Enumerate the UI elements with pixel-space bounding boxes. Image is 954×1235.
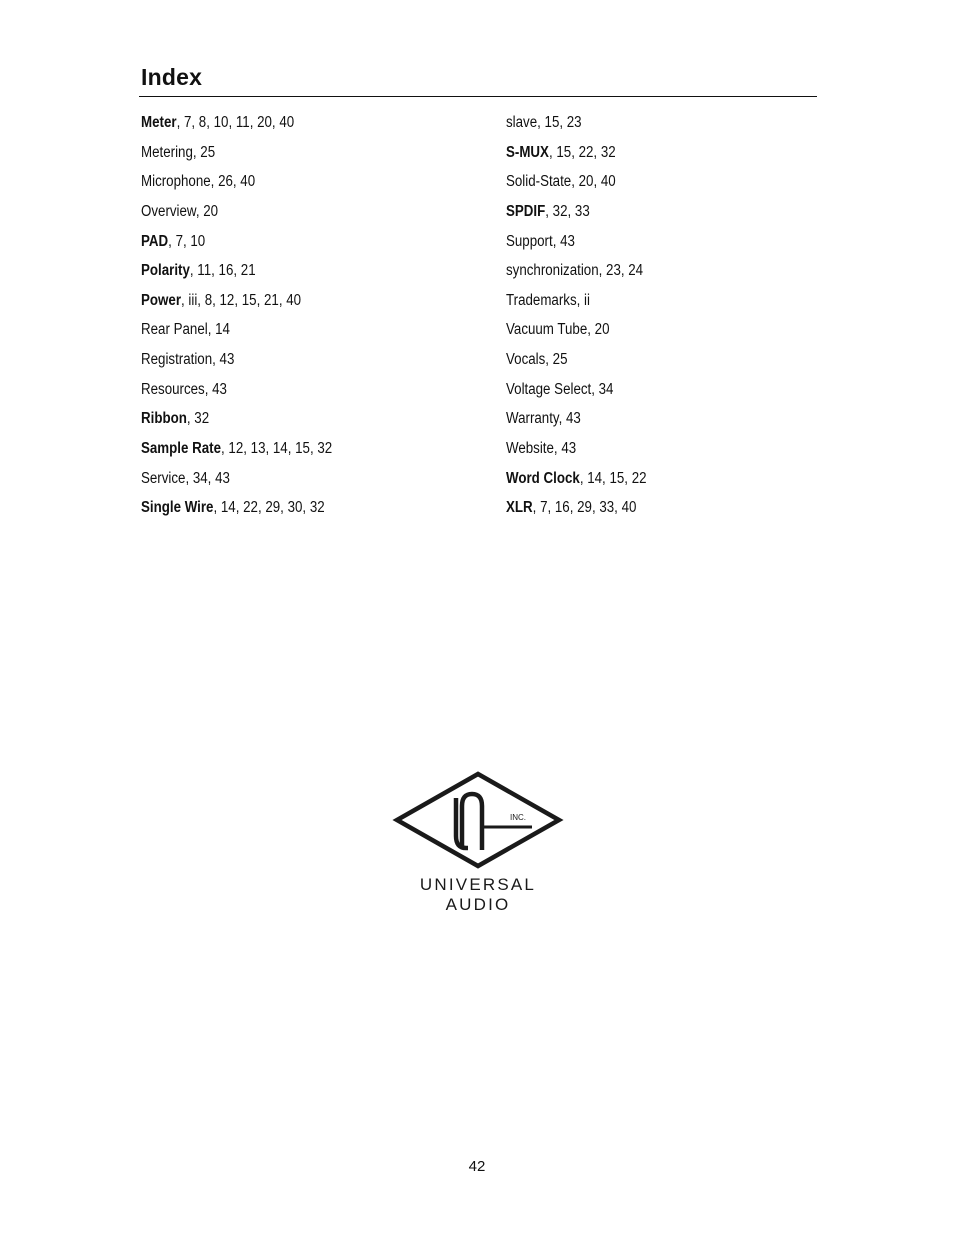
index-entry: [506, 140, 781, 170]
index-pages: , 34: [591, 380, 614, 398]
index-entry: [506, 317, 781, 347]
index-term: slave: [506, 114, 538, 131]
index-pages: , 43: [553, 440, 577, 458]
index-term: Microphone: [141, 173, 211, 191]
index-entry: [141, 317, 433, 347]
index-term: Metering: [141, 143, 193, 161]
title-rule: [139, 96, 817, 97]
index-pages: , 14: [207, 321, 230, 339]
index-term: Meter: [141, 114, 177, 131]
index-pages: , ii: [576, 291, 590, 309]
page-title: Index: [141, 64, 203, 90]
index-pages: , 7, 10: [168, 232, 206, 250]
index-entry: [506, 199, 781, 229]
index-pages: , 20: [195, 202, 219, 220]
index-term: Vacuum Tube: [506, 321, 588, 339]
index-pages: , 20: [587, 321, 610, 339]
index-term: synchronization: [506, 262, 599, 280]
index-pages: , 15, 22, 32: [548, 143, 616, 161]
index-term: Power: [141, 291, 182, 309]
index-entry: [141, 229, 433, 259]
index-entry: [141, 347, 433, 377]
index-pages: , 25: [545, 351, 568, 369]
index-entry: [141, 466, 433, 496]
index-pages: , 43: [204, 380, 227, 398]
index-entry: [506, 347, 781, 377]
page-number: 42: [468, 1158, 486, 1175]
index-term: Warranty: [506, 410, 559, 428]
universal-audio-logo: [392, 770, 564, 914]
index-entry: [506, 169, 781, 199]
index-pages: , 7, 16, 29, 33, 40: [532, 499, 637, 517]
index-term: Overview: [141, 202, 196, 220]
index-column-left: [141, 110, 481, 525]
index-pages: , 12, 13, 14, 15, 32: [221, 440, 333, 458]
index-entry: [506, 495, 781, 525]
index-entry: [141, 288, 433, 318]
logo-wordmark: UNIVERSAL AUDIO: [419, 875, 537, 914]
index-term: Service: [141, 469, 186, 487]
index-term: PAD: [141, 232, 169, 250]
index-term: Vocals: [506, 351, 546, 369]
index-entry: [141, 495, 433, 525]
index-term: S-MUX: [506, 143, 549, 161]
index-pages: , 14, 22, 29, 30, 32: [213, 499, 325, 517]
index-pages: , 43: [558, 410, 581, 428]
ua-logo-icon: [392, 770, 564, 872]
index-term: Rear Panel: [141, 321, 208, 339]
index-pages: , 11, 16, 21: [189, 262, 256, 280]
index-pages: , 20, 40: [571, 173, 616, 191]
index-pages: , 32: [186, 410, 210, 428]
index-entry: [506, 377, 781, 407]
index-term: Voltage Select: [506, 380, 592, 398]
index-entry: [506, 258, 781, 288]
index-pages: , 23, 24: [598, 262, 644, 280]
index-term: Polarity: [141, 262, 190, 280]
index-entry: [141, 169, 433, 199]
index-pages: , 14, 15, 22: [579, 469, 647, 487]
index-entry: [506, 436, 781, 466]
index-entry: [506, 288, 781, 318]
index-pages: , 34, 43: [185, 469, 230, 487]
index-term: Registration: [141, 351, 213, 369]
index-entry: [141, 406, 433, 436]
index-column-right: [506, 110, 826, 525]
index-pages: , 7, 8, 10, 11, 20, 40: [176, 114, 295, 131]
index-entry: [141, 377, 433, 407]
logo-badge: INC.: [510, 813, 526, 822]
index-term: Solid-State: [506, 173, 572, 191]
index-entry: [141, 258, 433, 288]
index-term: XLR: [506, 499, 533, 517]
index-term: Sample Rate: [141, 440, 222, 458]
index-term: Resources: [141, 380, 205, 398]
index-pages: , iii, 8, 12, 15, 21, 40: [181, 291, 302, 309]
index-entry: [141, 199, 433, 229]
index-pages: , 43: [212, 351, 235, 369]
index-entry: [141, 436, 433, 466]
index-pages: , 15, 23: [537, 114, 582, 131]
index-pages: , 43: [552, 232, 575, 250]
index-pages: , 26, 40: [210, 173, 256, 191]
index-entry: [506, 406, 781, 436]
index-term: Ribbon: [141, 410, 187, 428]
index-term: Single Wire: [141, 499, 214, 517]
index-entry: [506, 229, 781, 259]
index-pages: , 25: [192, 143, 216, 161]
index-term: Trademarks: [506, 291, 577, 309]
index-term: Website: [506, 440, 554, 458]
index-pages: , 32, 33: [545, 202, 590, 220]
index-entry: [141, 140, 433, 170]
index-term: Word Clock: [506, 469, 580, 487]
index-entry: [506, 110, 781, 140]
index-term: SPDIF: [506, 202, 546, 220]
index-term: Support: [506, 232, 553, 250]
index-entry: [141, 110, 433, 140]
index-entry: [506, 466, 781, 496]
